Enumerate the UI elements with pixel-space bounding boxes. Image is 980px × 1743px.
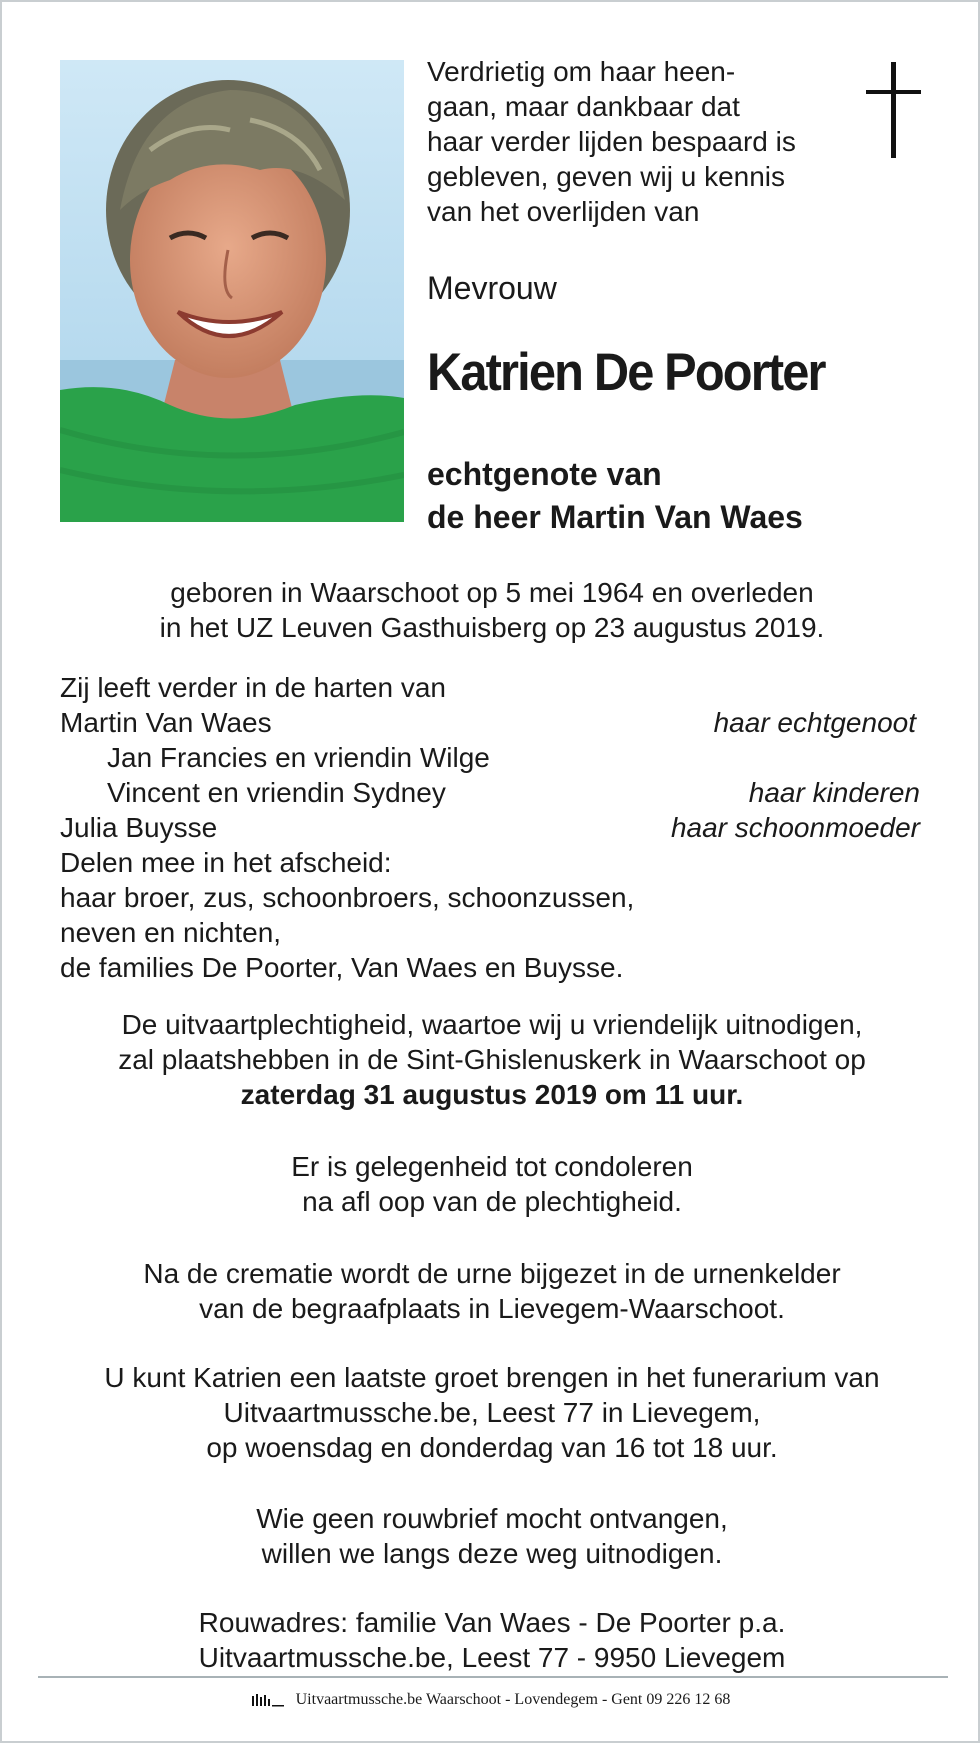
survivor-name: Julia Buysse: [60, 812, 218, 843]
divider: [38, 1676, 948, 1678]
spouse-label: echtgenote van: [427, 456, 662, 492]
visit-line: U kunt Katrien een laatste groet brengen in het funerarium van: [104, 1362, 880, 1393]
ceremony-line: De uitvaartplechtigheid, waartoe wij u vriendelijk uitnodigen,: [121, 1009, 863, 1040]
visit-line: op woensdag en donderdag van 16 tot 18 uur.: [206, 1432, 778, 1463]
portrait-photo: [60, 60, 404, 522]
survivor-row: [60, 810, 920, 845]
survivor-row: [60, 705, 920, 740]
address-line: Rouwadres: familie Van Waes - De Poorter p.a.: [198, 1607, 786, 1638]
intro-line: Verdrietig om haar heen-: [427, 56, 736, 87]
share-line: haar broer, zus, schoonbroers, schoonzussen,: [60, 882, 635, 913]
intro-line: gaan, maar dankbaar dat: [427, 91, 740, 122]
visit-line: Uitvaartmussche.be, Leest 77 in Lievegem,: [223, 1397, 761, 1428]
survivor-relation: haar schoonmoeder: [670, 812, 920, 843]
survivor-relation: haar echtgenoot: [713, 707, 916, 738]
condolence-line: Er is gelegenheid tot condoleren: [291, 1151, 693, 1182]
ceremony-date: zaterdag 31 augustus 2019 om 11 uur.: [240, 1079, 744, 1110]
survivor-name: Martin Van Waes: [60, 707, 272, 738]
condolence-line: na afl oop van de plechtigheid.: [302, 1186, 682, 1217]
no-letter-line: willen we langs deze weg uitnodigen.: [261, 1538, 723, 1569]
spouse-name: de heer Martin Van Waes: [427, 499, 803, 535]
survivor-row: [107, 775, 920, 810]
intro-line: van het overlijden van: [427, 196, 700, 227]
intro-line: haar verder lijden bespaard is: [427, 126, 796, 157]
share-line: neven en nichten,: [60, 917, 282, 948]
intro-text: [427, 54, 847, 229]
survivor-relation: haar kinderen: [748, 777, 920, 808]
birth-death-line: geboren in Waarschoot op 5 mei 1964 en overleden: [170, 577, 814, 608]
intro-line: gebleven, geven wij u kennis: [427, 161, 786, 192]
no-letter-line: Wie geen rouwbrief mocht ontvangen,: [256, 1503, 728, 1534]
survivor-name: Jan Francies en vriendin Wilge: [107, 742, 490, 773]
cross-icon: [864, 62, 924, 162]
birth-death-line: in het UZ Leuven Gasthuisberg op 23 augustus 2019.: [159, 612, 825, 643]
deceased-name: Katrien De Poorter: [427, 343, 825, 402]
survivor-name: Vincent en vriendin Sydney: [107, 777, 446, 808]
share-line: de families De Poorter, Van Waes en Buysse.: [60, 952, 624, 983]
survivors-intro: Zij leeft verder in de harten van: [60, 672, 446, 703]
cremation-line: van de begraafplaats in Lievegem-Waarschoot.: [199, 1293, 785, 1324]
address-line: Uitvaartmussche.be, Leest 77 - 9950 Lievegem: [198, 1642, 786, 1673]
footer: [2, 1690, 978, 1710]
honorific: Mevrouw: [427, 270, 557, 306]
survivor-row: [107, 740, 920, 775]
funeral-logo-icon: [250, 1693, 286, 1707]
share-intro: Delen mee in het afscheid:: [60, 847, 392, 878]
footer-text: Uitvaartmussche.be Waarschoot - Lovendegem - Gent 09 226 12 68: [295, 1691, 731, 1708]
cremation-line: Na de crematie wordt de urne bijgezet in de urnenkelder: [143, 1258, 841, 1289]
ceremony-line: zal plaatshebben in de Sint-Ghislenuskerk in Waarschoot op: [118, 1044, 866, 1075]
portrait-illustration: [60, 60, 404, 522]
